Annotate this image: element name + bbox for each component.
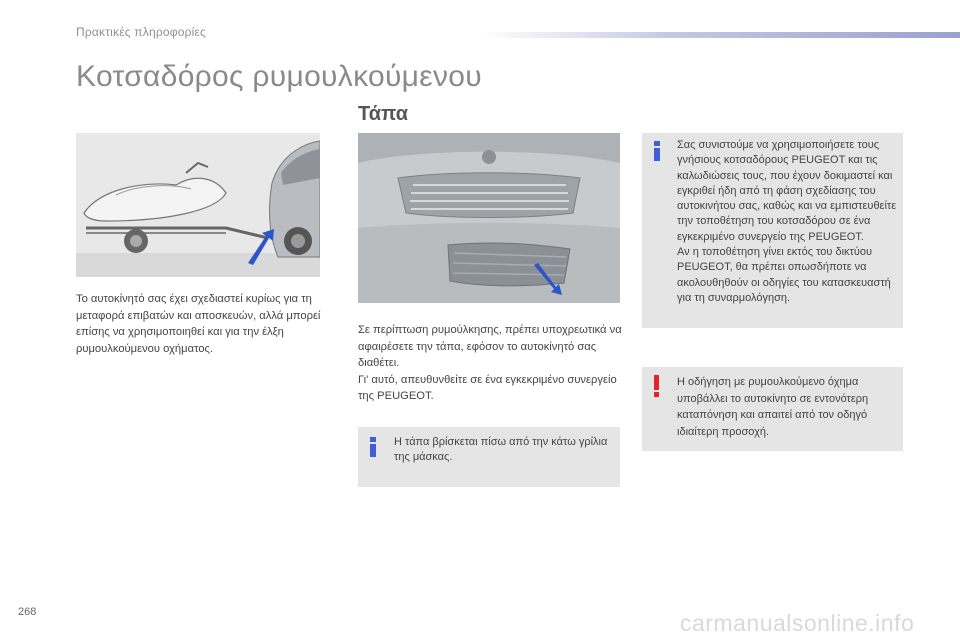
warning-icon — [653, 375, 661, 397]
recommendation-para-1: Σας συνιστούμε να χρησιμοποιήσετε τους γνήσιους κοτσαδόρους PEUGEOT και τις καλωδιώσεις τους, που έχουν δοκιμαστεί και εγκριθεί ήδη από τη φάση σχεδίασης του αυτοκινήτου σας, καθώς και να εμπιστευθείτε την τοποθέτηση του κοτσαδόρου σε ένα εγκεκριμένο συνεργείο της PEUGEOT. — [677, 139, 897, 243]
recommendation-text — [677, 138, 897, 306]
info-box-recommendation — [642, 133, 903, 328]
tape-removal-line-1: Σε περίπτωση ρυμούλκησης, πρέπει υποχρεωτικά να αφαιρέσετε την τάπα, εφόσον το αυτοκίνητό σας διαθέτει. — [358, 324, 622, 369]
warning-text: Η οδήγηση με ρυμουλκούμενο όχημα υποβάλλει το αυτοκίνητο σε εντονότερη καταπόνηση και απαιτεί από τον οδηγό ιδιαίτερη προσοχή. — [677, 376, 869, 438]
trailer-illustration — [76, 133, 320, 277]
front-bumper-illustration — [358, 133, 620, 303]
recommendation-para-2: Αν η τοποθέτηση γίνει εκτός του δικτύου PEUGEOT, θα πρέπει οπωσδήποτε να ακολουθηθούν οι οδηγίες του κατασκευαστή για τη συναρμολόγηση. — [677, 246, 891, 304]
section-title: Τάπα — [358, 103, 409, 125]
info-icon — [369, 437, 377, 457]
header-accent-bar — [480, 32, 960, 38]
tape-removal-line-2: Γι' αυτό, απευθυνθείτε σε ένα εγκεκριμένο συνεργείο της PEUGEOT. — [358, 373, 617, 402]
header-section-title: Πρακτικές πληροφορίες — [76, 25, 207, 39]
watermark: carmanualsonline.info — [680, 610, 915, 636]
page-number: 268 — [18, 606, 37, 618]
tape-removal-paragraph — [358, 322, 623, 405]
intro-paragraph: Το αυτοκίνητό σας έχει σχεδιαστεί κυρίως για τη μεταφορά επιβατών και αποσκευών, αλλά μπορεί επίσης να χρησιμοποιηθεί και για την έλξη ρυμουλκούμενου οχήματος. — [76, 293, 321, 355]
info-box-tape-location — [358, 427, 620, 487]
info-tape-text: Η τάπα βρίσκεται πίσω από την κάτω γρίλια της μάσκας. — [394, 436, 608, 464]
info-icon — [653, 141, 661, 161]
page-title: Κοτσαδόρος ρυμουλκούμενου — [76, 60, 482, 93]
warning-box — [642, 367, 903, 451]
